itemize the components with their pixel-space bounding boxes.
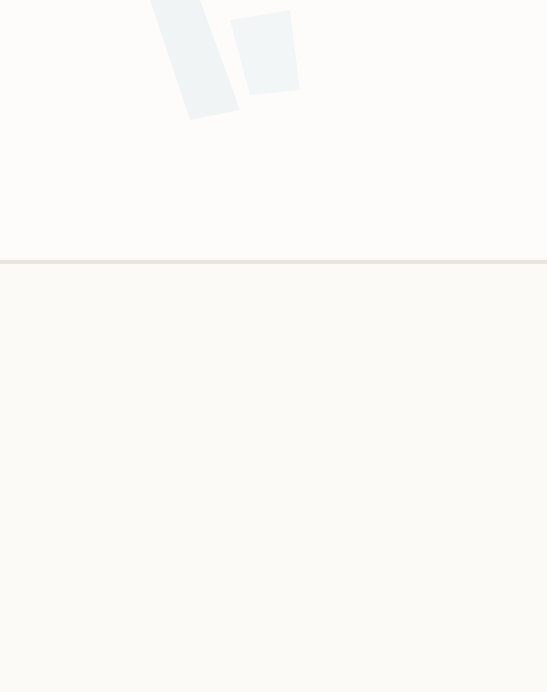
header-panel bbox=[0, 0, 547, 258]
necklace-photo bbox=[0, 0, 547, 258]
section-divider bbox=[0, 260, 547, 264]
